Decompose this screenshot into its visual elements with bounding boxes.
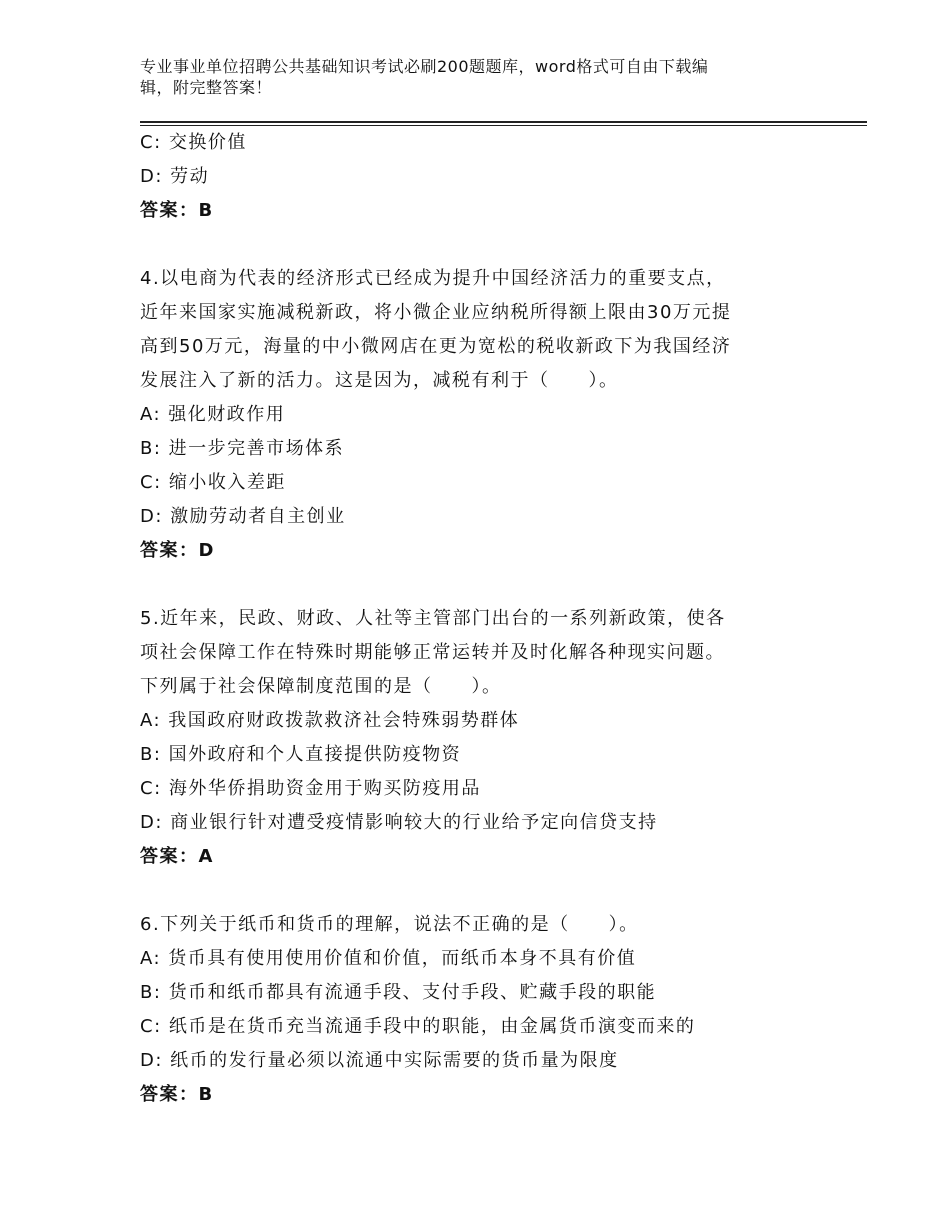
q6-option-d: D: 纸币的发行量必须以流通中实际需要的货币量为限度: [140, 1050, 619, 1071]
question-3-tail: [140, 126, 810, 228]
q4-stem-line: 发展注入了新的活力。这是因为，减税有利于（ ）。: [140, 370, 619, 391]
q6-answer: 答案：B: [140, 1084, 214, 1105]
q3-answer: 答案：B: [140, 200, 214, 221]
q4-option-b: B: 进一步完善市场体系: [140, 438, 345, 459]
q5-stem-line: 项社会保障工作在特殊时期能够正常运转并及时化解各种现实问题。: [140, 642, 725, 663]
q5-option-c: C: 海外华侨捐助资金用于购买防疫用品: [140, 778, 481, 799]
q4-option-d: D: 激励劳动者自主创业: [140, 506, 346, 527]
question-4: [140, 262, 810, 568]
page-header: [140, 56, 790, 98]
header-line-1: 专业事业单位招聘公共基础知识考试必刷200题题库，word格式可自由下载编: [140, 57, 709, 76]
q6-stem-line: 6.下列关于纸币和货币的理解，说法不正确的是（ ）。: [140, 914, 639, 935]
q4-option-c: C: 缩小收入差距: [140, 472, 286, 493]
q4-answer: 答案：D: [140, 540, 215, 561]
q6-option-c: C: 纸币是在货币充当流通手段中的职能，由金属货币演变而来的: [140, 1016, 696, 1037]
q5-stem-line: 5.近年来，民政、财政、人社等主管部门出台的一系列新政策，使各: [140, 608, 726, 629]
q4-stem-line: 近年来国家实施减税新政，将小微企业应纳税所得额上限由30万元提: [140, 302, 732, 323]
header-line-2: 辑，附完整答案！: [140, 78, 273, 97]
q5-option-b: B: 国外政府和个人直接提供防疫物资: [140, 744, 462, 765]
q5-option-a: A: 我国政府财政拨款救济社会特殊弱势群体: [140, 710, 520, 731]
q5-answer: 答案：A: [140, 846, 214, 867]
question-5: [140, 602, 810, 874]
question-6: [140, 908, 810, 1112]
question-content: [140, 126, 810, 1112]
q5-option-d: D: 商业银行针对遭受疫情影响较大的行业给予定向信贷支持: [140, 812, 658, 833]
q3-option-c: C: 交换价值: [140, 132, 247, 153]
q6-option-a: A: 货币具有使用使用价值和价值，而纸币本身不具有价值: [140, 948, 637, 969]
q6-option-b: B: 货币和纸币都具有流通手段、支付手段、贮藏手段的职能: [140, 982, 657, 1003]
q5-stem-line: 下列属于社会保障制度范围的是（ ）。: [140, 676, 502, 697]
q3-option-d: D: 劳动: [140, 166, 210, 187]
header-divider-thick: [140, 121, 867, 123]
q4-stem-line: 4.以电商为代表的经济形式已经成为提升中国经济活力的重要支点，: [140, 268, 726, 289]
q4-option-a: A: 强化财政作用: [140, 404, 286, 425]
q4-stem-line: 高到50万元，海量的中小微网店在更为宽松的税收新政下为我国经济: [140, 336, 732, 357]
